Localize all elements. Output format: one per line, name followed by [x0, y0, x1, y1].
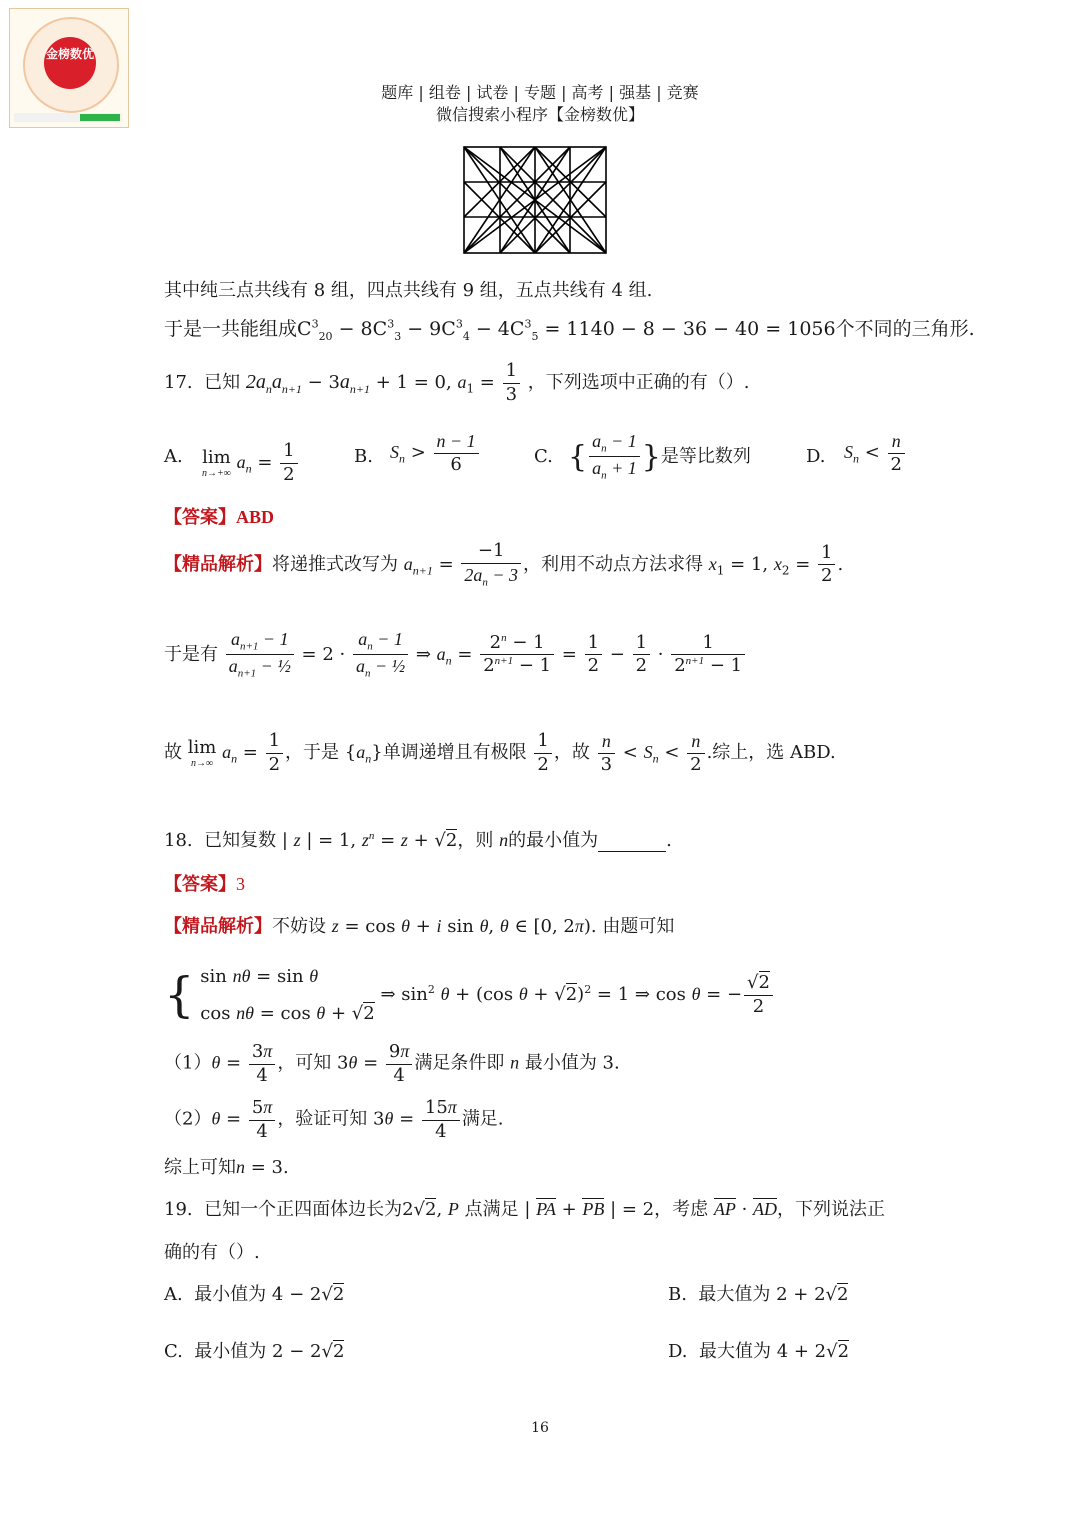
- q17-option-b-formula: $S_n$ > $\frac{n - 1}{6}$: [390, 430, 481, 476]
- q17-analysis-1: 【精品解析】将递推式改写为 $a_{n+1}$ = $\frac{-1}{2a_n - 3}$ ，利用不动点方法求得 $x_1 = 1$, $x_2$ = $\frac{1}{2}$ .: [164, 540, 844, 589]
- q17-option-a-formula: lim n→+∞ $a_n$ = $\frac{1}{2}$: [202, 440, 300, 486]
- q17-option-a-label: A.: [164, 446, 183, 467]
- q18-answer: 【答案】3: [164, 874, 245, 895]
- q18-answer-blank: [598, 833, 666, 852]
- q17-option-c-label: C.: [534, 446, 553, 467]
- q18-system: { sin nθ = sin θ cos nθ = cos θ + √2 ⇒ $\sin^2 \theta + (\cos$ θ + √2)$^2$ = 1 ⇒ cos θ = − $\frac{√2}{2}$: [164, 958, 775, 1032]
- q18-conclusion: 综上可知n = 3.: [164, 1157, 289, 1178]
- q18-case-1: （1）θ = $\frac{3\pi}{4}$ ，可知 3θ = $\frac{9\pi}{4}$ 满足条件即 n 最小值为 3.: [164, 1041, 620, 1086]
- collinear-points-grid-figure: [462, 144, 608, 256]
- q18-stem: 18. 已知复数 | z | = 1, $z^n = z + √2$，则 n的最小值为 .: [164, 830, 672, 851]
- page-number: 16: [531, 1420, 549, 1436]
- q18-case-2: （2）θ = $\frac{5\pi}{4}$ ，验证可知 3θ = $\frac{15\pi}{4}$ 满足.: [164, 1097, 504, 1142]
- q19-option-c: C. 最小值为 2 − 2√2: [164, 1341, 345, 1362]
- q17-option-b-label: B.: [354, 446, 373, 467]
- header-subtitle: 微信搜索小程序【金榜数优】: [435, 105, 644, 124]
- q19-option-b: B. 最大值为 2 + 2√2: [668, 1284, 849, 1305]
- q16-triangle-count: 于是一共能组成$C^3_{20} - 8C^3_3 - 9C^3_4 - 4C^3_5 = 1140 - 8 - 36 - 40 = 1056$个不同的三角形.: [164, 317, 975, 343]
- q16-collinear-counts: 其中纯三点共线有 8 组，四点共线有 9 组，五点共线有 4 组.: [164, 280, 653, 301]
- logo-name: 金榜数优: [44, 37, 96, 89]
- q17-option-c-formula: { $\frac{a_n - 1}{a_n + 1}$ }是等比数列: [568, 431, 751, 482]
- q17-stem: 17. 已知 $2a_na_{n+1} - 3a_{n+1} + 1 = 0$, $a_1$ = $\frac{1}{3}$ ，下列选项中正确的有（）.: [164, 360, 750, 405]
- q17-option-d-formula: $S_n$ < $\frac{n}{2}$: [844, 430, 907, 476]
- q17-analysis-3: 故 lim n→∞ $a_n$ = $\frac{1}{2}$ ，于是 $\{a_n\}$单调递增且有极限 $\frac{1}{2}$ ，故 $\frac{n}{3}$ < $S_n$ < $\frac{n}{2}$ .综上，选 ABD.: [164, 730, 836, 775]
- q17-options: [164, 430, 924, 490]
- q17-answer: 【答案】ABD: [164, 507, 275, 528]
- q18-analysis-1: 【精品解析】不妨设 z = cos θ + i sin θ, θ ∈ [0, 2π). 由题可知: [164, 916, 675, 937]
- q19-stem-line-2: 确的有（）.: [164, 1242, 260, 1263]
- q16-formula: $C^3_{20} - 8C^3_3 - 9C^3_4 - 4C^3_5 = 1140 - 8 - 36 - 40 = 1056$: [297, 317, 836, 343]
- q19-option-d: D. 最大值为 4 + 2√2: [668, 1341, 850, 1362]
- q17-analysis-2: 于是有 $\frac{a_{n+1} - 1}{a_{n+1} - \frac{1}{2}}$ = 2 · $\frac{a_n - 1}{a_n - \frac{1}{2}}$ ⇒ $a_n$ = $\frac{2^n - 1}{2^{n+1} - 1}$ = $\frac{1}{2}$ − $\frac{1}{2}$ · $\frac{1}{2^{n+1} - 1}$: [164, 628, 747, 682]
- header-nav: 题库 | 组卷 | 试卷 | 专题 | 高考 | 强基 | 竞赛: [381, 83, 699, 102]
- q19-option-a: A. 最小值为 4 − 2√2: [164, 1284, 345, 1305]
- q17-option-d-label: D.: [806, 446, 826, 467]
- q19-stem: 19. 已知一个正四面体边长为2√2, P 点满足 | PA + PB | = 2，考虑 AP · AD，下列说法正: [164, 1199, 886, 1220]
